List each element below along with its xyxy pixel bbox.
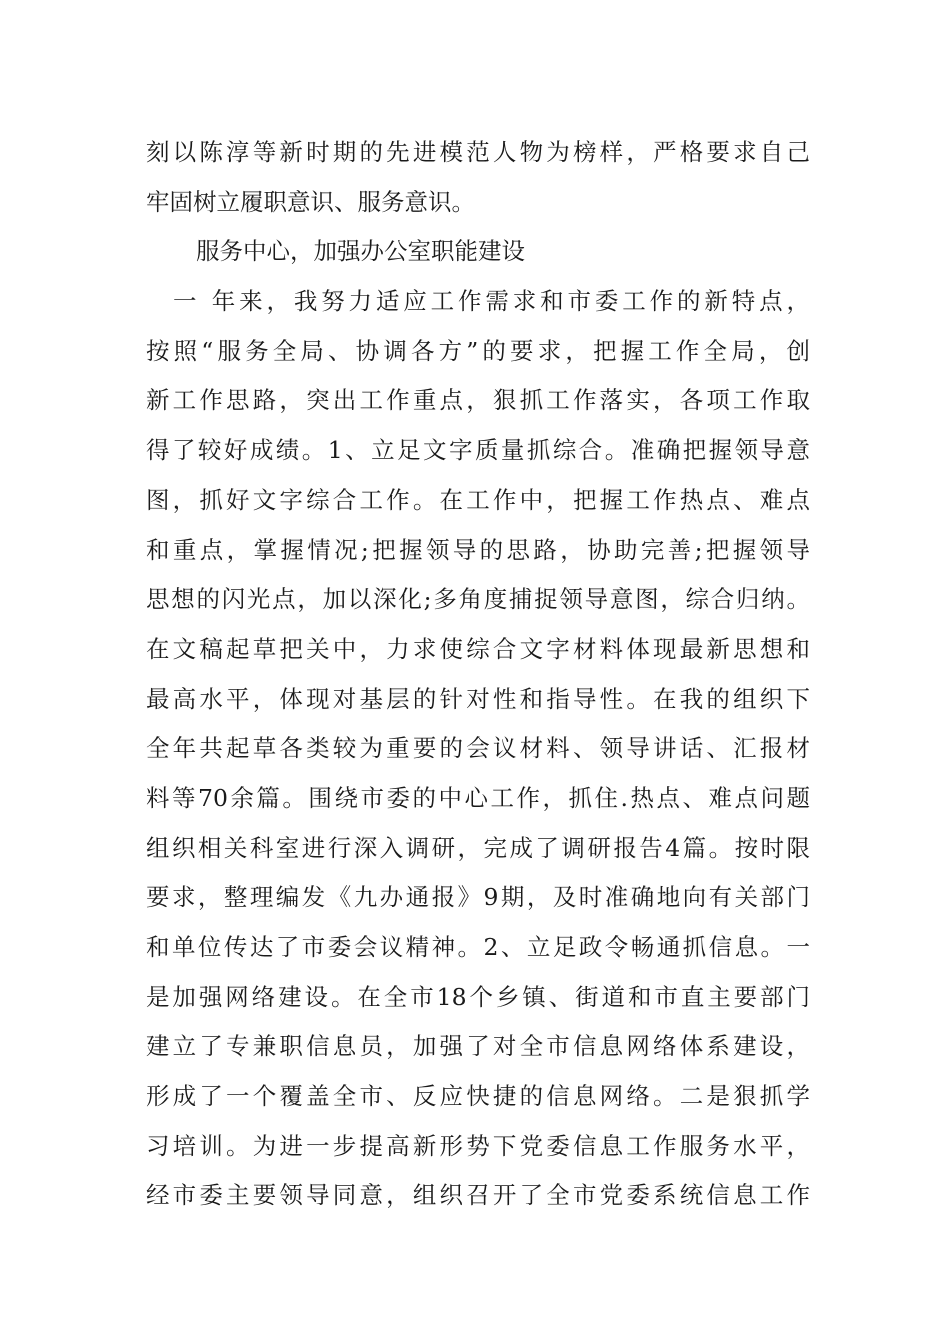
- text-line-6: 新工作思路，突出工作重点，狠抓工作落实，各项工作取: [146, 386, 810, 415]
- text-line-16: 要求，整理编发《九办通报》9期，及时准确地向有关部门: [146, 883, 810, 912]
- section-heading: 服务中心，加强办公室职能建设: [196, 237, 525, 266]
- text-line-13: 全年共起草各类较为重要的会议材料、领导讲话、汇报材: [146, 734, 810, 763]
- text-line-7: 得了较好成绩。1、立足文字质量抓综合。准确把握领导意: [146, 436, 810, 465]
- text-line-8: 图，抓好文字综合工作。在工作中，把握工作热点、难点: [146, 485, 810, 514]
- text-line-14: 料等70余篇。围绕市委的中心工作，抓住.热点、难点问题: [146, 783, 810, 812]
- text-line-17: 和单位传达了市委会议精神。2、立足政令畅通抓信息。一: [146, 933, 810, 961]
- text-line-18: 是加强网络建设。在全市18个乡镇、街道和市直主要部门: [146, 982, 810, 1011]
- text-line-10: 思想的闪光点，加以深化;多角度捕捉领导意图，综合归纳。: [146, 585, 810, 614]
- text-line-9: 和重点，掌握情况;把握领导的思路，协助完善;把握领导: [146, 535, 810, 564]
- text-line-20: 形成了一个覆盖全市、反应快捷的信息网络。二是狠抓学: [146, 1082, 810, 1111]
- text-line-1: 刻以陈淳等新时期的先进模范人物为榜样，严格要求自己: [146, 138, 810, 166]
- text-line-19: 建立了专兼职信息员，加强了对全市信息网络体系建设，: [146, 1032, 810, 1061]
- text-line-2: 牢固树立履职意识、服务意识。: [146, 187, 475, 216]
- text-line-22: 经市委主要领导同意，组织召开了全市党委系统信息工作: [146, 1181, 810, 1210]
- text-line-21: 习培训。为进一步提高新形势下党委信息工作服务水平，: [146, 1131, 810, 1160]
- text-line-5: 按照“服务全局、协调各方”的要求，把握工作全局，创: [146, 336, 810, 365]
- document-page: [146, 128, 810, 1221]
- text-line-4: 一 年来，我努力适应工作需求和市委工作的新特点，: [173, 287, 810, 316]
- text-line-15: 组织相关科室进行深入调研，完成了调研报告4篇。按时限: [146, 833, 810, 862]
- text-line-11: 在文稿起草把关中，力求使综合文字材料体现最新思想和: [146, 634, 810, 663]
- text-line-12: 最高水平，体现对基层的针对性和指导性。在我的组织下: [146, 684, 810, 713]
